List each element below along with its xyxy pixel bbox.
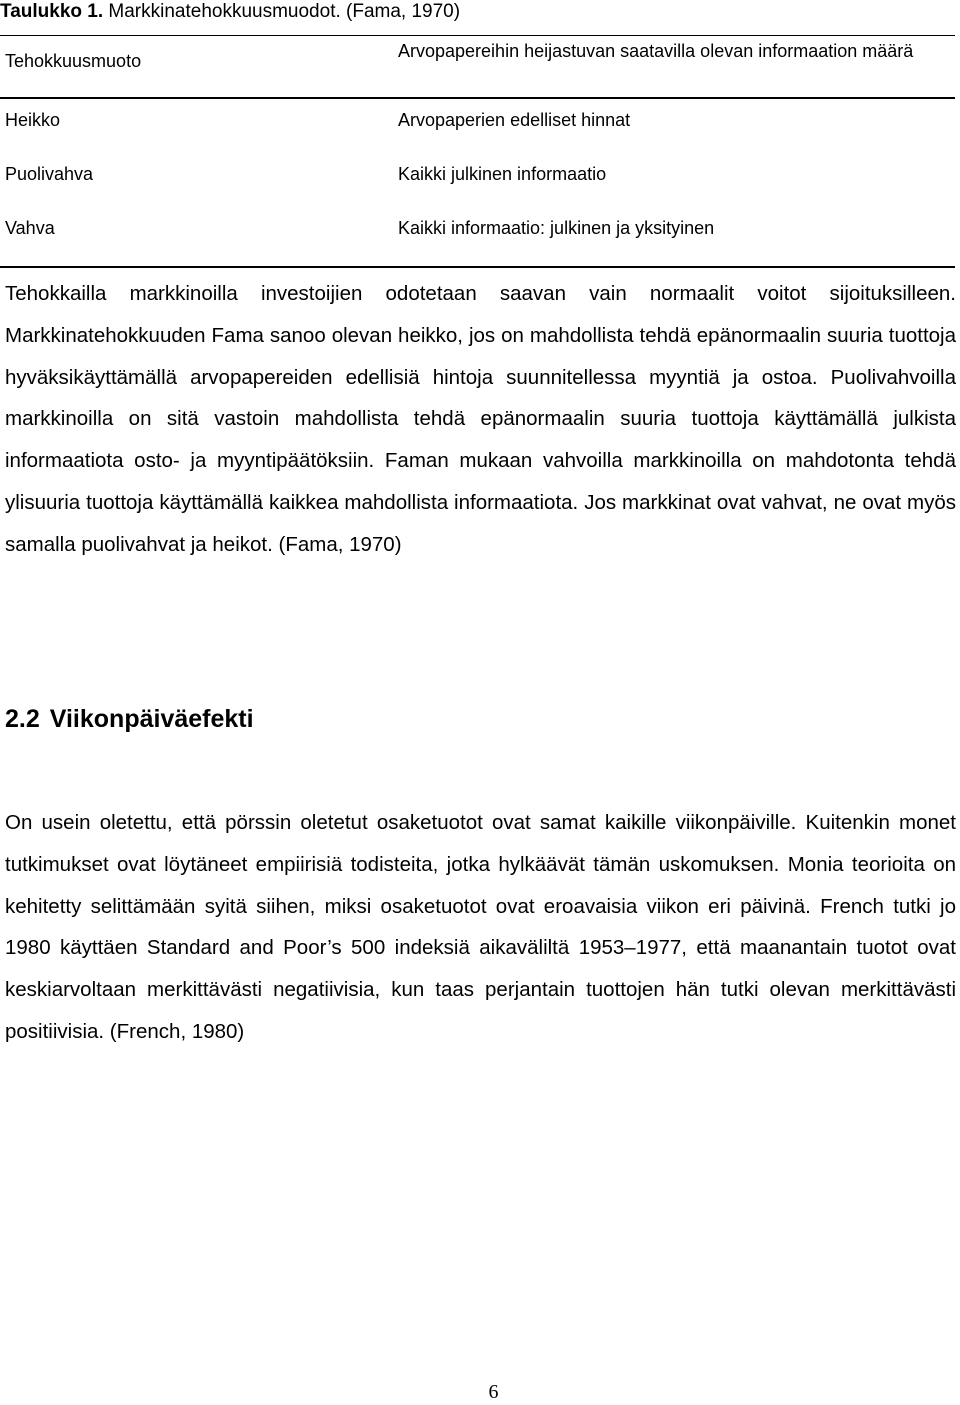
table-cell-info-semistrong: Kaikki julkinen informaatio	[398, 164, 607, 184]
table-top-rule	[0, 35, 955, 36]
section-heading	[5, 705, 254, 734]
table-header-information: Arvopapereihin heijastuvan saatavilla olevan informaation määrä	[398, 41, 914, 61]
table-header-rule	[0, 97, 955, 99]
section-title: Viikonpäiväefekti	[49, 705, 254, 733]
table-cell-info-strong: Kaikki informaatio: julkinen ja yksityinen	[398, 218, 715, 238]
section-number: 2.2	[5, 705, 40, 733]
table-cell-form-semistrong: Puolivahva	[5, 164, 94, 184]
page-number: 6	[488, 1381, 499, 1403]
table-cell-form-weak: Heikko	[5, 110, 61, 130]
table-header-form: Tehokkuusmuoto	[5, 51, 142, 71]
table-cell-form-strong: Vahva	[5, 218, 55, 238]
body-paragraph-market-efficiency: Tehokkailla markkinoilla investoijien odotetaan saavan vain normaalit voitot sijoituksilleen. Markkinatehokkuuden Fama sanoo olevan heikko, jos on mahdollista tehdä epänormaalin suuria tuottoja hyväksikäyttämällä arvopapereiden edellisiä hintoja suunnitellessa myyntiä ja ostoa. Puolivahvoilla markkinoilla on sitä vastoin mahdollista tehdä epänormaalin suuria tuottoja käyttämällä julkista informaatiota osto- ja myyntipäätöksiin. Faman mukaan vahvoilla markkinoilla on mahdotonta tehdä ylisuuria tuottoja käyttämällä kaikkea mahdollista informaatiota. Jos markkinat ovat vahvat, ne ovat myös samalla puolivahvat ja heikot. (Fama, 1970)	[5, 282, 956, 556]
table-caption-text: Markkinatehokkuusmuodot. (Fama, 1970)	[108, 1, 461, 22]
body-paragraph-weekday-effect: On usein oletettu, että pörssin oletetut osaketuotot ovat samat kaikille viikonpäiville. Kuitenkin monet tutkimukset ovat löytäneet empiirisiä todisteita, jotka hylkäävät tämän uskomuksen. Monia teorioita on kehitetty selittämään syitä siihen, miksi osaketuotot ovat eroavaisia viikon eri päivinä. French tutki jo 1980 käyttäen Standard and Poor’s 500 indeksiä aikaväliltä 1953–1977, että maanantain tuotot ovat keskiarvoltaan merkittävästi negatiivisia, kun taas perjantain tuottojen hän tutki olevan merkittävästi positiivisia. (French, 1980)	[5, 811, 956, 1043]
table-bottom-rule	[0, 266, 955, 268]
table-cell-info-weak: Arvopaperien edelliset hinnat	[398, 110, 631, 130]
table-caption-label: Taulukko 1.	[0, 1, 104, 22]
table-caption	[0, 1, 460, 23]
